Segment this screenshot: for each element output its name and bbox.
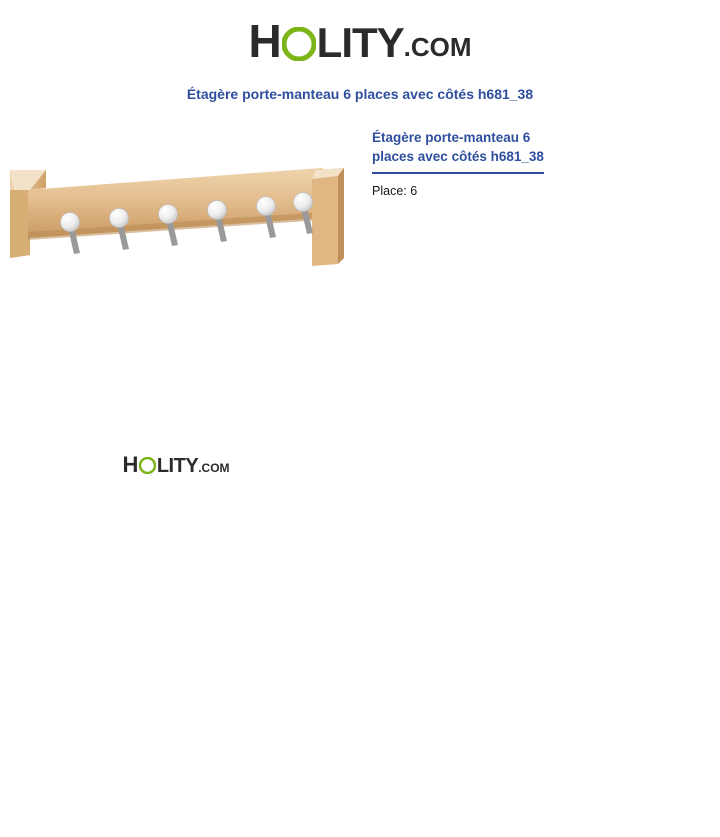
footer-logo [122,452,230,478]
image-watermark [0,452,352,478]
logo-text-part1: H [248,15,281,67]
footer-logo-text-part2: LITY [156,455,199,477]
product-image [0,160,352,365]
site-header [0,0,720,68]
logo-text-part3: .COM [403,32,472,62]
product-info [372,128,702,200]
main-content [0,120,720,477]
logo-text-part2: LITY [316,19,404,66]
footer-logo-o-icon [139,457,156,474]
footer-logo-text-part1: H [122,452,138,477]
footer-logo-text-part3: .COM [198,461,230,475]
site-logo[interactable] [248,15,472,68]
heading-divider [372,172,544,174]
product-heading: Étagère porte-manteau 6 places avec côtés h681_38 [372,130,544,164]
spec-place: Place: 6 [372,184,418,198]
page-title: Étagère porte-manteau 6 places avec côtés h681_38 [186,86,534,102]
logo-o-icon [282,27,316,61]
